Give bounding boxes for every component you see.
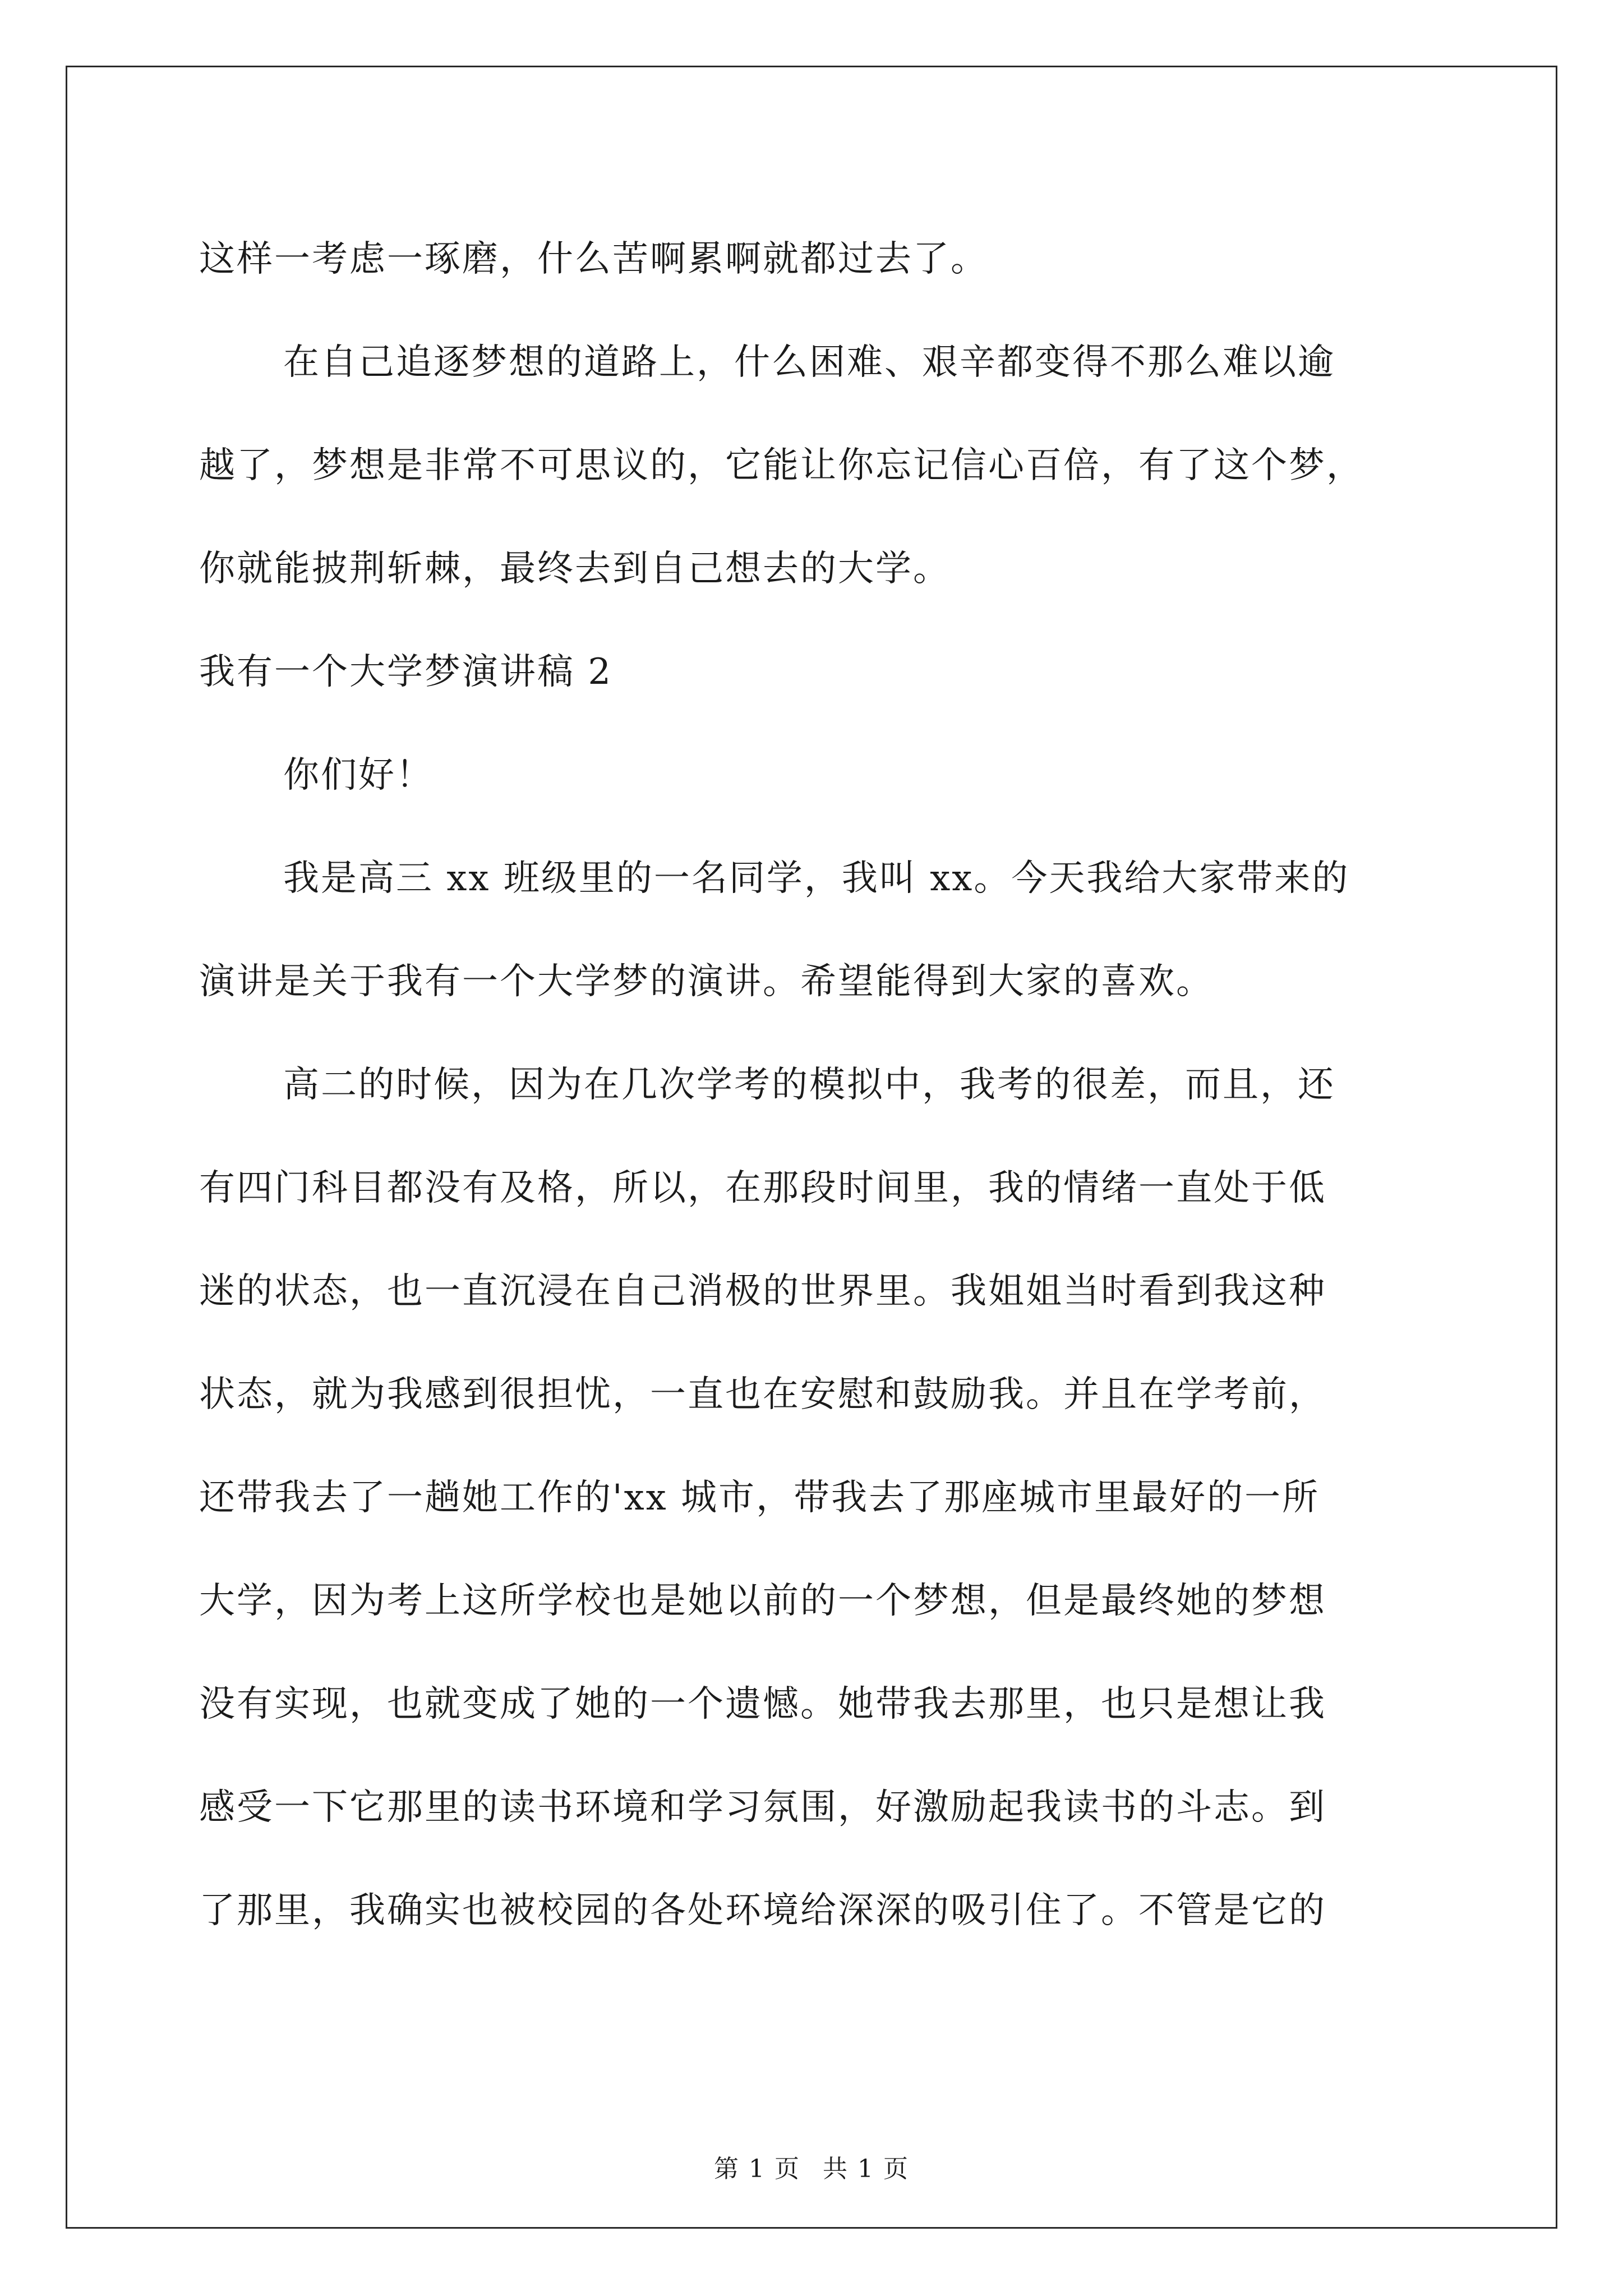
text-line: 还带我去了一趟她工作的'xx 城市，带我去了那座城市里最好的一所 xyxy=(199,1477,1320,1519)
page-footer xyxy=(0,2148,1623,2184)
text-line: 迷的状态，也一直沉浸在自己消极的世界里。我姐姐当时看到我这种 xyxy=(199,1271,1326,1312)
document-body xyxy=(199,208,1433,1962)
text-line: 没有实现，也就变成了她的一个遗憾。她带我去那里，也只是想让我 xyxy=(199,1683,1326,1725)
text-line: 演讲是关于我有一个大学梦的演讲。希望能得到大家的喜欢。 xyxy=(199,961,1214,1002)
text-line: 高二的时候，因为在几次学考的模拟中，我考的很差，而且，还 xyxy=(283,1064,1335,1106)
text-line: 了那里，我确实也被校园的各处环境给深深的吸引住了。不管是它的 xyxy=(199,1890,1326,1931)
text-line: 感受一下它那里的读书环境和学习氛围，好激励起我读书的斗志。到 xyxy=(199,1787,1326,1828)
section-heading: 我有一个大学梦演讲稿 2 xyxy=(199,651,613,693)
page-total: 共 1 页 xyxy=(823,2155,909,2183)
text-line: 我是高三 xx 班级里的一名同学，我叫 xx。今天我给大家带来的 xyxy=(283,858,1350,899)
page-number: 第 1 页 xyxy=(714,2155,800,2183)
text-line: 在自己追逐梦想的道路上，什么困难、艰辛都变得不那么难以逾 xyxy=(283,342,1335,383)
text-line: 有四门科目都没有及格，所以，在那段时间里，我的情绪一直处于低 xyxy=(199,1167,1326,1209)
text-line: 越了，梦想是非常不可思议的，它能让你忘记信心百倍，有了这个梦， xyxy=(199,445,1364,486)
text-line: 状态，就为我感到很担忧，一直也在安慰和鼓励我。并且在学考前， xyxy=(199,1374,1326,1415)
text-line: 你就能披荆斩棘，最终去到自己想去的大学。 xyxy=(199,548,951,590)
text-line: 你们好！ xyxy=(283,754,434,796)
text-line: 大学，因为考上这所学校也是她以前的一个梦想，但是最终她的梦想 xyxy=(199,1580,1326,1622)
text-line: 这样一考虑一琢磨，什么苦啊累啊就都过去了。 xyxy=(199,238,988,280)
